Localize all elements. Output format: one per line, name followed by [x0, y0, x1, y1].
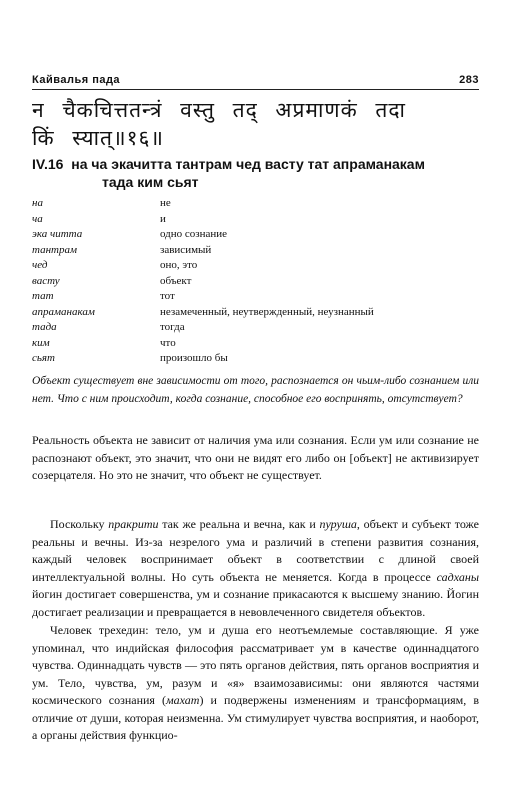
glossary-term: на [32, 197, 43, 209]
sutra-question: Объект существует вне зависимости от того, распознается он чьим-либо сознанием или нет. Что с ним происходит, когда сознание, способное его воспринять, отсутствует? [32, 375, 479, 405]
glossary-row [32, 305, 479, 321]
commentary-paragraph-1: Реальность объекта не зависит от наличия ума или сознания. Если ум или сознание не распознают объект, это значит, что они не видят его либо он [объект] не активизирует созерцателя. Но это не значит, что объект не существует. [32, 433, 479, 482]
glossary-row [32, 243, 479, 259]
page-number: 283 [459, 74, 479, 86]
glossary-row [32, 212, 479, 228]
sutra-number: IV.16 [32, 156, 64, 172]
term-sadhana: садханы [436, 569, 479, 584]
running-header [32, 74, 479, 86]
glossary-term: тат [32, 290, 54, 302]
word-glossary [32, 196, 479, 367]
glossary-row [32, 289, 479, 305]
text-run: Человек трехедин: тело, ум и душа его неотъемлемые составляющие. Я уже упоминал, что индийская философия рассматривает ум в качестве одиннадцатого чувства. Одиннадцать чувств — это пять органов действия, пять органов восприятия и ум. Тело, чувства, ум, разум и «я» взаимозависимы: они являются частями космического сознания ( [32, 623, 479, 707]
term-purusha: пуруша [319, 517, 357, 531]
glossary-definition: не [160, 197, 171, 209]
glossary-row [32, 274, 479, 290]
sutra-transliteration [32, 155, 479, 191]
glossary-row [32, 351, 479, 367]
text-run: Поскольку [50, 517, 109, 531]
glossary-term: эка читта [32, 228, 83, 240]
glossary-row [32, 227, 479, 243]
glossary-term: васту [32, 274, 60, 287]
glossary-term: апраманакам [32, 305, 95, 318]
glossary-row [32, 320, 479, 336]
term-prakriti: пракрити [108, 517, 159, 531]
glossary-term: ча [32, 212, 43, 225]
glossary-definition: тот [160, 290, 175, 302]
glossary-definition: произошло бы [160, 352, 228, 364]
glossary-definition: и [160, 212, 166, 225]
glossary-definition: зависимый [160, 243, 212, 256]
sanskrit-verse [32, 96, 479, 152]
glossary-definition: одно сознание [160, 228, 228, 240]
commentary-paragraph-3 [32, 622, 479, 745]
glossary-row [32, 258, 479, 274]
chapter-title: Кайвалья пада [32, 74, 121, 86]
term-mahat: махат [165, 693, 200, 707]
glossary-row [32, 196, 479, 212]
glossary-term: тада [32, 321, 57, 333]
glossary-definition: оно, это [160, 259, 198, 271]
glossary-term: чед [32, 259, 48, 271]
glossary-definition: объект [160, 274, 192, 287]
text-run: йогин достигает совершенства, ум и сознание прикасаются к высшему знанию. Йогин достигает реализации и превращается в невовлеченного свидетеля объектов. [32, 587, 479, 619]
glossary-row [32, 336, 479, 352]
glossary-definition: что [160, 336, 176, 349]
glossary-definition: незамеченный, неутвержденный, неузнанный [160, 305, 374, 318]
text-run: ) и подвержены изменениям и трансформациям, в отличие от души, которая неизменна. Ум стимулирует чувства восприятия, и наоборот, а органы действия функцио- [32, 693, 479, 742]
text-run: так же реальна и вечна, как и [158, 517, 320, 531]
sanskrit-line-2: किं स्यात्॥१६॥ [32, 126, 164, 150]
glossary-definition: тогда [160, 321, 185, 333]
glossary-term: сьят [32, 352, 55, 364]
header-rule [32, 89, 479, 90]
glossary-term: тантрам [32, 243, 77, 256]
glossary-term: ким [32, 336, 50, 349]
text-run: , объект и субъект тоже реальны и вечны. Из-за незрелого ума и различий в степени развития сознания, каждый человек воспринимает объект в соответствии с длиной своей интеллектуальной волны. Но суть объекта не меняется. Когда в процессе [32, 517, 479, 584]
sutra-line-2: тада ким сьят [102, 174, 199, 190]
commentary-paragraph-2 [32, 516, 479, 621]
sanskrit-line-1: न चैकचित्ततन्त्रं वस्तु तद् अप्रमाणकं तदा [32, 98, 406, 122]
sutra-line-1: на ча экачитта тантрам чед васту тат апраманакам [71, 156, 425, 172]
